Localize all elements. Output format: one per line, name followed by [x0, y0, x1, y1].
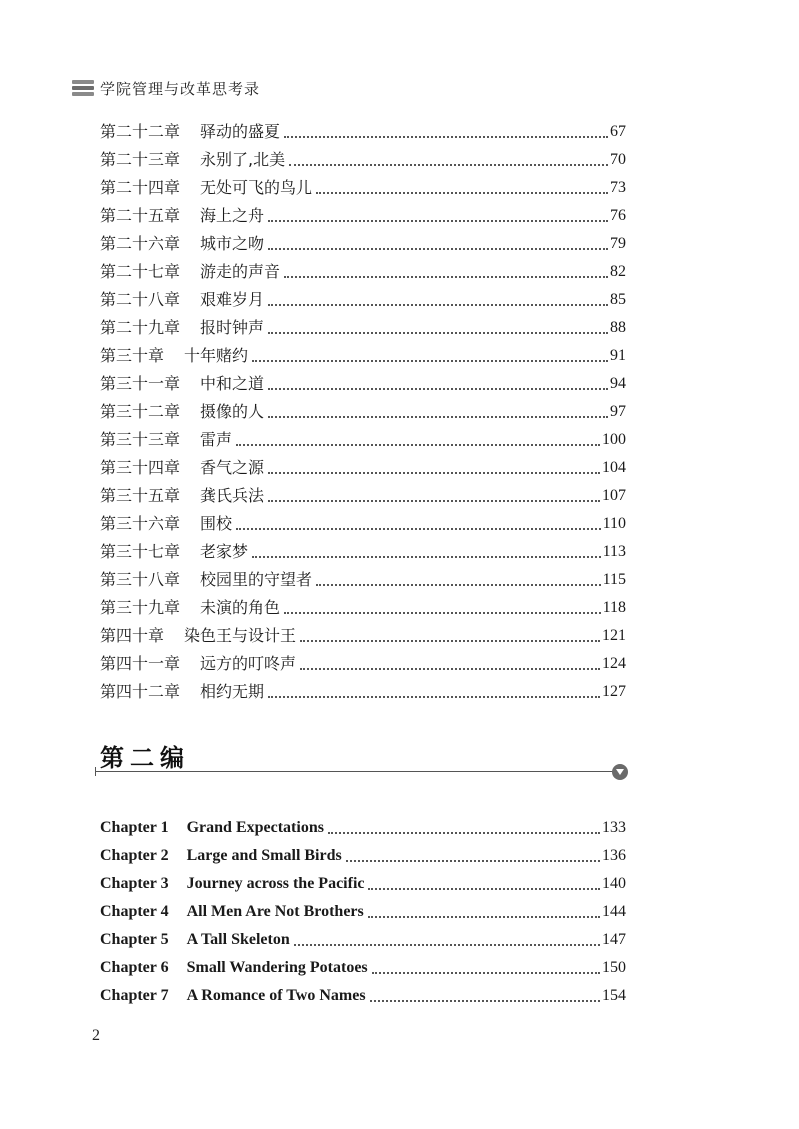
page-ref: 121 — [602, 627, 626, 644]
section-heading: 第二编 — [100, 744, 190, 772]
page-ref: 88 — [610, 319, 626, 336]
chapter-number: 第三十七章 — [100, 542, 181, 561]
dot-leader — [268, 304, 608, 306]
toc-entry[interactable] — [100, 428, 626, 450]
toc-entry[interactable] — [100, 176, 626, 198]
page-ref: 100 — [602, 431, 626, 448]
chapter-number: 第二十六章 — [100, 234, 181, 253]
chapter-number: 第三十六章 — [100, 514, 181, 533]
toc-entry[interactable] — [100, 624, 626, 646]
page-ref: 104 — [602, 459, 626, 476]
toc-entry[interactable] — [100, 344, 626, 366]
toc-entry[interactable] — [100, 956, 626, 978]
dot-leader — [284, 136, 608, 138]
dot-leader — [294, 944, 600, 946]
chapter-number: Chapter 5 — [100, 931, 169, 948]
chapter-title: 香气之源 — [200, 458, 265, 477]
page-ref: 127 — [602, 683, 626, 700]
section-rule — [96, 771, 614, 772]
dot-leader — [316, 584, 601, 586]
page-ref: 124 — [602, 655, 626, 672]
dot-leader — [252, 556, 601, 558]
toc-entry[interactable] — [100, 512, 626, 534]
chapter-title: 未演的角色 — [200, 598, 281, 617]
chapter-title: Large and Small Birds — [186, 847, 342, 864]
chapter-title: 龚氏兵法 — [200, 486, 265, 505]
toc-entry[interactable] — [100, 596, 626, 618]
chapter-number: Chapter 1 — [100, 819, 169, 836]
dot-leader — [236, 444, 600, 446]
dot-leader — [268, 332, 608, 334]
toc-entry[interactable] — [100, 148, 626, 170]
toc-entry[interactable] — [100, 288, 626, 310]
dot-leader — [236, 528, 601, 530]
toc-entry[interactable] — [100, 568, 626, 590]
dot-leader — [328, 832, 600, 834]
chapter-title: 报时钟声 — [200, 318, 265, 337]
chapter-title: 海上之舟 — [200, 206, 265, 225]
page-ref: 70 — [610, 151, 626, 168]
page-ref: 136 — [602, 847, 626, 864]
toc-entry[interactable] — [100, 372, 626, 394]
dot-leader — [346, 860, 600, 862]
chapter-number: 第四十一章 — [100, 654, 181, 673]
chapter-title: 无处可飞的鸟儿 — [200, 178, 313, 197]
toc-entry[interactable] — [100, 484, 626, 506]
toc-entry[interactable] — [100, 872, 626, 894]
dot-leader — [268, 248, 608, 250]
page-ref: 144 — [602, 903, 626, 920]
page-ref: 97 — [610, 403, 626, 420]
dot-leader — [268, 500, 600, 502]
dot-leader — [316, 192, 608, 194]
page-ref: 82 — [610, 263, 626, 280]
page-ref: 154 — [602, 987, 626, 1004]
dot-leader — [268, 696, 600, 698]
dot-leader — [368, 916, 600, 918]
page-ref: 91 — [610, 347, 626, 364]
page-ref: 133 — [602, 819, 626, 836]
chapter-title: 城市之吻 — [200, 234, 265, 253]
chapter-number: Chapter 6 — [100, 959, 169, 976]
toc-entry[interactable] — [100, 844, 626, 866]
chapter-number: 第三十五章 — [100, 486, 181, 505]
page-ref: 67 — [610, 123, 626, 140]
dot-leader — [284, 276, 608, 278]
chapter-number: 第四十章 — [100, 626, 165, 645]
chapter-number: 第三十四章 — [100, 458, 181, 477]
chapter-title: Grand Expectations — [186, 819, 324, 836]
chapter-title: 中和之道 — [200, 374, 265, 393]
chapter-number: 第二十三章 — [100, 150, 181, 169]
page-ref: 113 — [602, 543, 626, 560]
toc-entry[interactable] — [100, 316, 626, 338]
toc-entry[interactable] — [100, 232, 626, 254]
running-header — [72, 76, 260, 100]
toc-entry[interactable] — [100, 816, 626, 838]
chapter-title: 雷声 — [200, 430, 233, 449]
toc-entry[interactable] — [100, 652, 626, 674]
page-ref: 73 — [610, 179, 626, 196]
chapter-number: 第四十二章 — [100, 682, 181, 701]
chapter-number: Chapter 7 — [100, 987, 169, 1004]
chapter-title: 十年赌约 — [184, 346, 249, 365]
page-ref: 118 — [602, 599, 626, 616]
page-ref: 76 — [610, 207, 626, 224]
dot-leader — [372, 972, 600, 974]
chapter-title: 摄像的人 — [200, 402, 265, 421]
chapter-title: 驿动的盛夏 — [200, 122, 281, 141]
chapter-number: 第二十二章 — [100, 122, 181, 141]
chapter-title: 相约无期 — [200, 682, 265, 701]
chapter-title: 游走的声音 — [200, 262, 281, 281]
page-ref: 150 — [602, 959, 626, 976]
chapter-number: 第三十八章 — [100, 570, 181, 589]
page-ref: 85 — [610, 291, 626, 308]
toc-entry[interactable] — [100, 456, 626, 478]
page-ref: 79 — [610, 235, 626, 252]
dot-leader — [370, 1000, 600, 1002]
chapter-number: 第二十四章 — [100, 178, 181, 197]
chapter-title: All Men Are Not Brothers — [186, 903, 364, 920]
chapter-number: 第三十一章 — [100, 374, 181, 393]
toc-entry[interactable] — [100, 928, 626, 950]
triangle-down-icon — [612, 764, 628, 780]
dot-leader — [300, 640, 600, 642]
chapter-title: 艰难岁月 — [200, 290, 265, 309]
chapter-number: Chapter 2 — [100, 847, 169, 864]
chapter-number: 第三十三章 — [100, 430, 181, 449]
dot-leader — [268, 472, 600, 474]
chapter-number: Chapter 4 — [100, 903, 169, 920]
toc-entry[interactable] — [100, 400, 626, 422]
page-number: 2 — [92, 1027, 100, 1044]
header-title: 学院管理与改革思考录 — [100, 79, 261, 98]
dot-leader — [268, 416, 608, 418]
chapter-title: Small Wandering Potatoes — [186, 959, 368, 976]
toc-entry[interactable] — [100, 260, 626, 282]
chapter-number: Chapter 3 — [100, 875, 169, 892]
dot-leader — [252, 360, 608, 362]
dot-leader — [300, 668, 600, 670]
chapter-title: A Tall Skeleton — [186, 931, 290, 948]
chapter-number: 第三十九章 — [100, 598, 181, 617]
toc-entry[interactable] — [100, 680, 626, 702]
page-ref: 147 — [602, 931, 626, 948]
dot-leader — [268, 388, 608, 390]
toc-entry[interactable] — [100, 540, 626, 562]
chapter-number: 第二十七章 — [100, 262, 181, 281]
chapter-title: A Romance of Two Names — [186, 987, 366, 1004]
page-ref: 140 — [602, 875, 626, 892]
dot-leader — [289, 164, 608, 166]
dot-leader — [368, 888, 600, 890]
page-ref: 115 — [602, 571, 626, 588]
page-ref: 107 — [602, 487, 626, 504]
chapter-number: 第二十五章 — [100, 206, 181, 225]
chapter-number: 第三十二章 — [100, 402, 181, 421]
dot-leader — [284, 612, 601, 614]
chapter-title: 永别了,北美 — [200, 150, 286, 169]
dot-leader — [268, 220, 608, 222]
page-ref: 94 — [610, 375, 626, 392]
chapter-title: 围校 — [200, 514, 233, 533]
toc-entry[interactable] — [100, 984, 626, 1006]
toc-entry[interactable] — [100, 204, 626, 226]
toc-entry[interactable] — [100, 900, 626, 922]
chapter-number: 第二十九章 — [100, 318, 181, 337]
chapter-title: 染色王与设计王 — [184, 626, 297, 645]
chapter-number: 第三十章 — [100, 346, 165, 365]
chapter-title: 远方的叮咚声 — [200, 654, 297, 673]
page-ref: 110 — [602, 515, 626, 532]
chapter-title: 校园里的守望者 — [200, 570, 313, 589]
chapter-title: 老家梦 — [200, 542, 249, 561]
chapter-title: Journey across the Pacific — [186, 875, 365, 892]
toc-entry[interactable] — [100, 120, 626, 142]
book-logo-icon — [72, 80, 94, 96]
chapter-number: 第二十八章 — [100, 290, 181, 309]
